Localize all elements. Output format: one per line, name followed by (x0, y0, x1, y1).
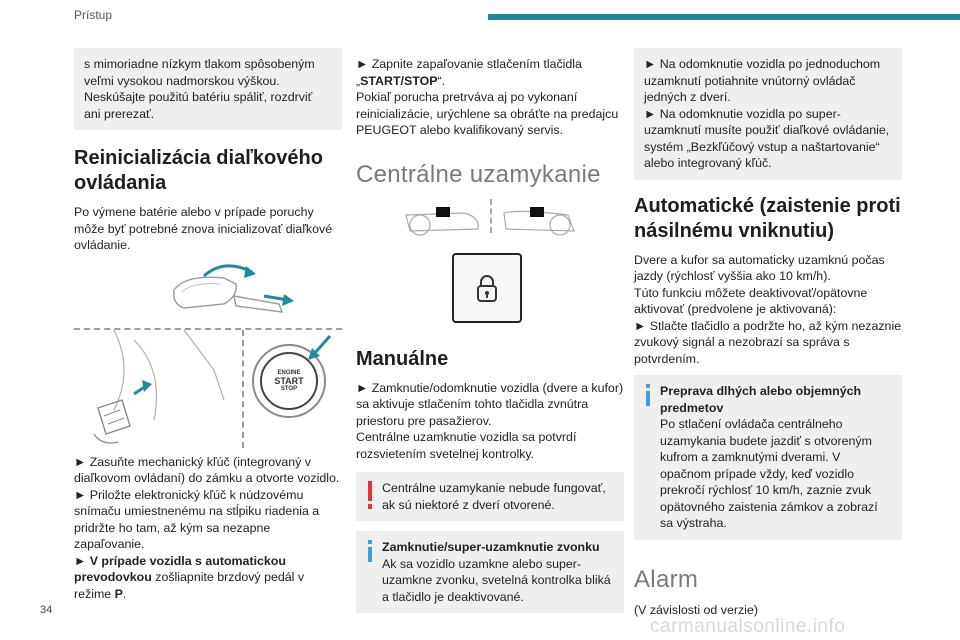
illustration-divider (490, 199, 492, 233)
step-automatic-rest: zošliapnite brzdový pedál v režime (74, 570, 305, 601)
column-2 (356, 48, 624, 613)
info-icon (644, 383, 652, 407)
central-locking-heading: Centrálne uzamykanie (356, 160, 601, 188)
step-insert-key: ► Zasuňte mechanický kľúč (integrovaný v diaľkovom ovládaní) do zámku a otvorte vozidlo. (74, 454, 340, 485)
unlock-info-box (634, 48, 902, 180)
automatic-text-3: ► Stlačte tlačidlo a podržte ho, až kým nezaznie zvukový signál a nezobrazí sa správa s potvrdením. (634, 318, 902, 366)
central-locking-illustration (356, 199, 624, 331)
ignition-step-start: ► Zapnite zapaľovanie stlačením tlačidla „ (356, 57, 582, 88)
automatic-text-2: Túto funkciu môžete deaktivovať/opätovne aktivovať (predvolene je aktivovaná): (634, 285, 868, 316)
reinit-heading: Reinicializácia diaľkového ovládania (74, 147, 323, 194)
button-label-stop: STOP (280, 385, 298, 392)
step-automatic-bold: ► V prípade vozidla s automatickou prevodovkou (74, 553, 286, 584)
transport-info-notice (634, 375, 902, 540)
padlock-icon (475, 273, 499, 303)
battery-warning-box (74, 48, 342, 130)
watermark: carmanualsonline.info (650, 616, 846, 637)
remote-key-icon (74, 260, 342, 324)
info-notice (356, 531, 624, 613)
warning-notice (356, 472, 624, 521)
step-automatic-mode: P (114, 586, 123, 601)
alarm-heading: Alarm (634, 565, 699, 593)
step-place-key: ► Priložte elektronický kľúč k núdzovému snímaču umiestnenému na stĺpiku riadenia a pridržte ho tam, až kým sa nezapne zapaľovanie. (74, 487, 320, 551)
press-arrow-icon (306, 334, 336, 364)
dashboard-right-icon (498, 201, 578, 241)
dashed-divider-vertical (242, 330, 244, 448)
alarm-text: (V závislosti od verzie) (634, 602, 758, 617)
unlock-text-2: ► Na odomknutie vozidla po super-uzamknutí musíte použiť diaľkové ovládanie, systém „Bezkľúčový vstup a naštartovanie“ alebo integrovaný kľúč. (644, 106, 890, 170)
column-3 (634, 48, 902, 618)
info-icon (366, 539, 374, 563)
header-accent-bar (488, 14, 960, 20)
info-notice-body (382, 539, 614, 605)
ignition-step-button: START/STOP (360, 73, 438, 88)
transport-info-text: Po stlačení ovládača centrálneho uzamykania budete jazdiť s otvoreným kufrom a zamknutými dverami. V opačnom prípade vždy, keď vozidlo prekročí rýchlosť 10 km/h, zaznie zvuk opätovného zaistenia zámkov a zobrazí sa výstraha. (660, 417, 878, 530)
lock-button-illustration (452, 253, 522, 323)
manual-text-confirm: Centrálne uzamknutie vozidla sa potvrdí rozsvietením svetelnej kontrolky. (356, 430, 577, 461)
transport-info-body (660, 383, 892, 532)
button-label-engine: ENGINE (277, 369, 301, 376)
page-number: 34 (40, 604, 53, 616)
steering-column-icon (74, 330, 234, 448)
info-text: Ak sa vozidlo uzamkne alebo super-uzamkne zvonku, svetelná kontrolka bliká a tlačidlo je deaktivované. (382, 556, 611, 604)
column-1 (74, 48, 342, 602)
automatic-text: Dvere a kufor sa automaticky uzamknú počas jazdy (rýchlosť vyššia ako 10 km/h). (634, 252, 885, 283)
ignition-fault-text: Pokiaľ porucha pretrváva aj po vykonaní reinicializácie, urýchlene sa obráťte na predajcu PEUGEOT alebo kvalifikovaný servis. (356, 90, 619, 137)
transport-info-title: Preprava dlhých alebo objemných predmetov (660, 384, 862, 415)
unlock-text-1: ► Na odomknutie vozidla po jednoduchom uzamknutí potiahnite vnútorný ovládač jedných z dverí. (644, 57, 881, 104)
automatic-heading: Automatické (zaistenie proti násilnému vniknutiu) (634, 194, 901, 242)
battery-warning-text: s mimoriadne nízkym tlakom spôsobeným veľmi vysokou nadmorskou výškou. Neskúšajte použitú batériu spáliť, rozdrviť ani prerezať. (84, 57, 315, 121)
info-title: Zamknutie/super-uzamknutie zvonku (382, 540, 600, 554)
warning-icon (366, 480, 374, 510)
button-label-start: START (274, 375, 304, 386)
step-automatic-gearbox (74, 553, 342, 603)
key-illustration (74, 260, 342, 448)
ignition-step-end: “. (437, 73, 446, 88)
dashboard-left-icon (404, 201, 484, 241)
section-label: Prístup (74, 8, 113, 22)
manual-text: ► Zamknutie/odomknutie vozidla (dvere a kufor) sa aktivuje stlačením tohto tlačidla zvnútra priestoru pre pasažierov. (356, 380, 624, 428)
step-automatic-end: . (122, 586, 127, 601)
ignition-step (356, 56, 624, 89)
reinit-intro: Po výmene batérie alebo v prípade poruchy môže byť potrebné znova inicializovať diaľkové ovládanie. (74, 205, 333, 252)
warning-text: Centrálne uzamykanie nebude fungovať, ak sú niektoré z dverí otvorené. (382, 481, 606, 512)
manual-heading: Manuálne (356, 347, 449, 370)
